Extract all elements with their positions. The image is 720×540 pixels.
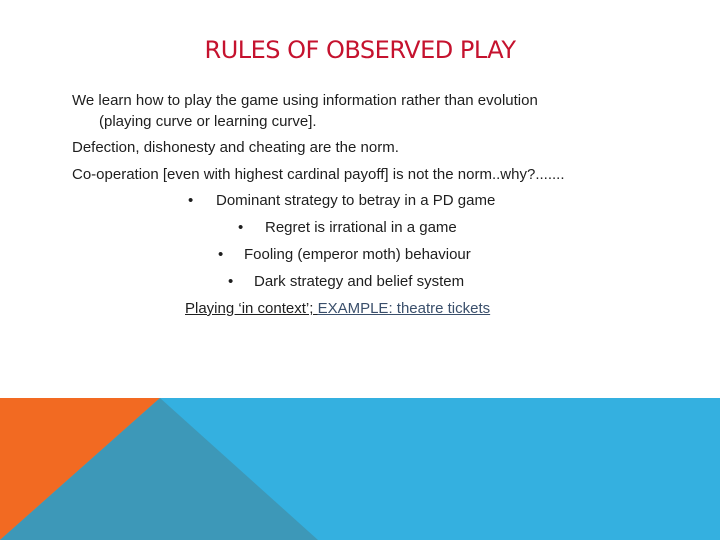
context-label[interactable]: Playing ‘in context’; (185, 300, 318, 317)
bullet-text: Dominant strategy to betray in a PD game (216, 192, 496, 209)
bullet-marker: • (228, 273, 234, 290)
bullet-item-dominant-strategy (188, 190, 495, 211)
bullet-marker: • (188, 192, 194, 209)
paragraph-learning (72, 90, 672, 132)
bullet-marker: • (238, 219, 244, 236)
slide-title: RULES OF OBSERVED PLAY (204, 36, 516, 64)
paragraph-learning-line2: (playing curve or learning curve]. (99, 113, 317, 130)
bullet-text: Regret is irrational in a game (265, 219, 457, 236)
bullet-item-fooling (218, 244, 471, 265)
bullet-marker: • (218, 246, 224, 263)
context-example-link[interactable] (185, 298, 490, 319)
bullet-text: Dark strategy and belief system (254, 273, 465, 290)
bullet-item-regret (238, 217, 457, 238)
paragraph-learning-line1: We learn how to play the game using information rather than evolution (72, 92, 538, 109)
paragraph-defection: Defection, dishonesty and cheating are the norm. (72, 139, 399, 156)
paragraph-cooperation: Co-operation [even with highest cardinal payoff] is not the norm..why?....... (72, 166, 565, 183)
bullet-text: Fooling (emperor moth) behaviour (244, 246, 471, 263)
bullet-item-dark-strategy (228, 271, 464, 292)
example-label[interactable]: EXAMPLE: theatre tickets (317, 300, 491, 317)
decorative-footer-shapes (0, 398, 720, 540)
